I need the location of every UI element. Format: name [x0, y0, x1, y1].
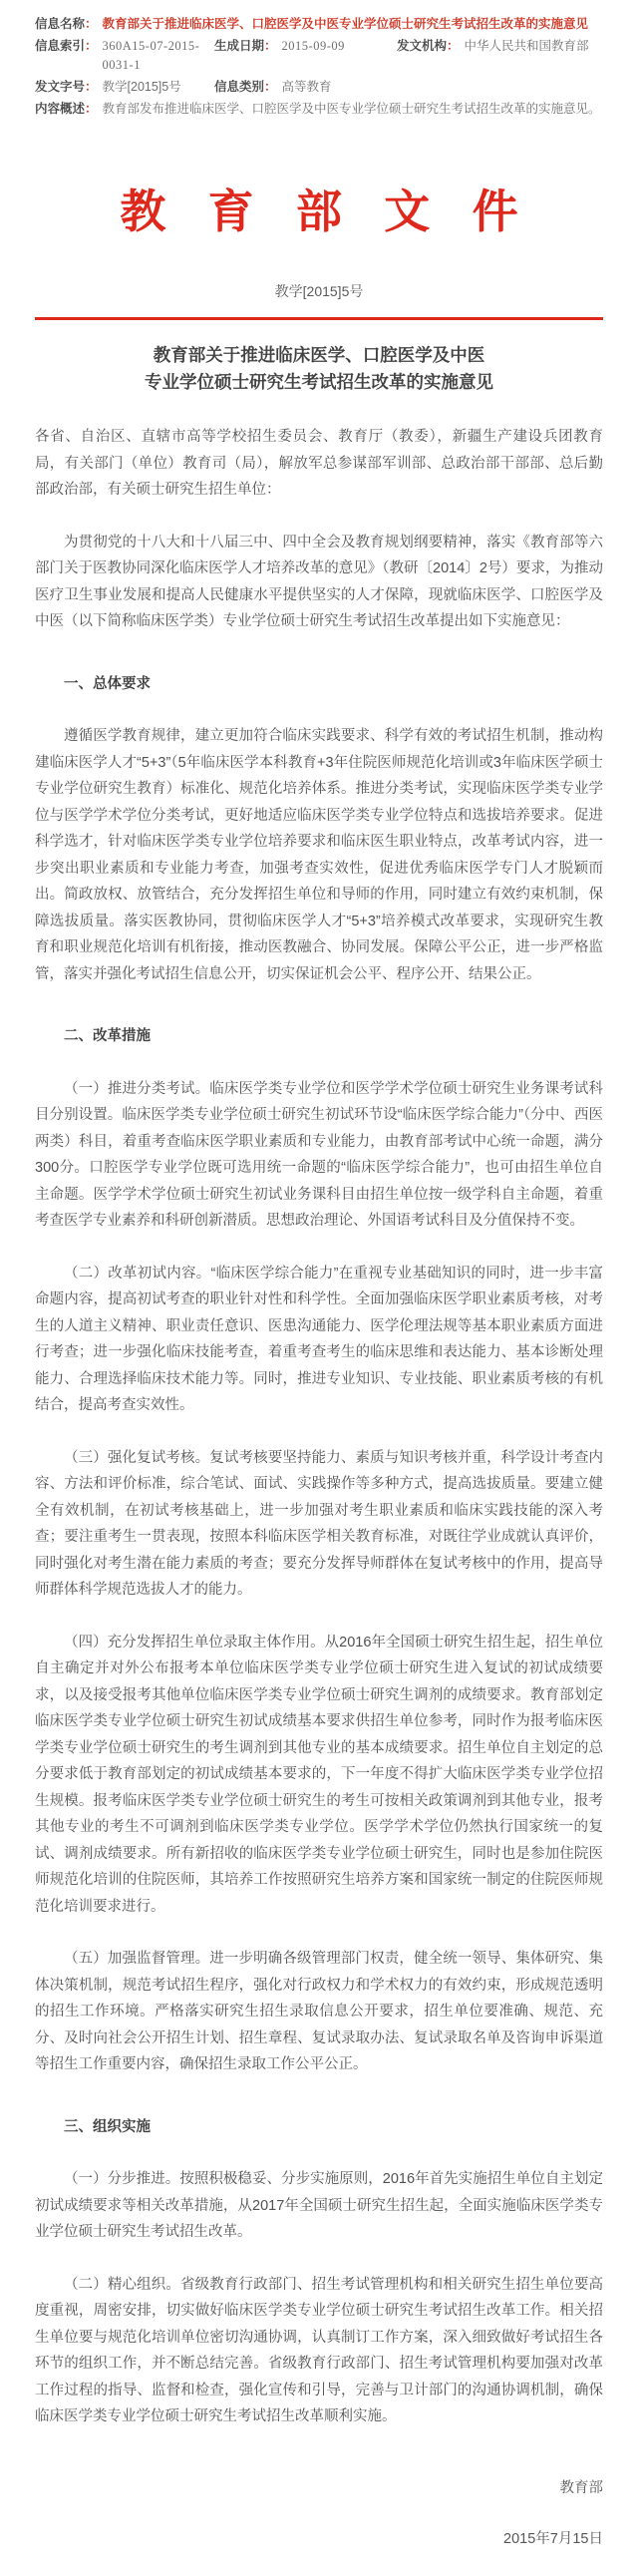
- section2-item2: （二）改革初试内容。“临床医学综合能力”在重视专业基础知识的同时，进一步丰富命题内容，提高初试考查的职业针对性和科学性。全面加强临床医学职业素质考核，对考生的人道主义精神、职业责任意识、医患沟通能力、医学伦理法规等基本职业素质方面进行考查；进一步强化临床技能考查，着重考查考生的临床思维和表达能力、基本诊断处理能力、合理选择临床技术能力等。同时，推进专业知识、专业技能、职业素质考核的有机结合，提高考查实效性。: [35, 1265, 603, 1413]
- info-index-label: 信息索引: [35, 39, 86, 53]
- info-name-colon: ：: [85, 17, 98, 31]
- doc-number-colon: ：: [85, 80, 98, 94]
- letterhead-title: 教育部文件: [120, 184, 560, 238]
- meta-field-info-name: [35, 15, 603, 34]
- generate-date-label: 生成日期: [214, 39, 265, 53]
- info-category-label: 信息类别: [214, 80, 265, 94]
- meta-row-index-date-org: [35, 37, 603, 75]
- meta-row-docno-category: [35, 78, 603, 97]
- document-title-line1: 教育部关于推进临床医学、口腔医学及中医: [153, 345, 485, 365]
- signoff-organization: 教育部: [559, 2479, 603, 2496]
- meta-field-issuing-org: [397, 37, 603, 56]
- summary-colon: ：: [85, 102, 98, 116]
- section2-item4: （四）充分发挥招生单位录取主体作用。从2016年全国硕士研究生招生起，招生单位自主确定并对外公布报考本单位临床医学类专业学位硕士研究生进入复试的初试成绩要求，以及接受报考其他单位临床医学类专业学位硕士研究生调剂的成绩要求。教育部划定临床医学类专业学位硕士研究生初试成绩基本要求供招生单位参考，同时作为报考临床医学类专业学位硕士研究生的考生调剂到其他专业的基本成绩要求。招生单位自主划定的总分要求低于教育部划定的初试成绩基本要求的，下一年度不得扩大临床医学类专业学位招生规模。报考临床医学类专业学位硕士研究生的考生可按相关政策调剂到其他专业，报考其他专业的考生不可调剂到临床医学类专业学位。医学学术学位仍然执行国家统一的复试、调剂成绩要求。所有新招收的临床医学类专业学位硕士研究生，同时也是参加住院医师规范化培训的住院医师，其培养工作按照研究生培养方案和国家统一制定的住院医师规范化培训要求进行。: [35, 1634, 603, 1915]
- section-heading-1: 一、总体要求: [64, 675, 151, 692]
- document-reference-number: 教学[2015]5号: [274, 283, 364, 299]
- info-name-value: 教育部关于推进临床医学、口腔医学及中医专业学位硕士研究生考试招生改革的实施意见: [102, 17, 589, 31]
- generate-date-colon: ：: [264, 39, 277, 53]
- doc-number-label: 发文字号: [35, 80, 86, 94]
- section2-item3: （三）强化复试考核。复试考核要坚持能力、素质与知识考核并重，科学设计考查内容、方法和评价标准，综合笔试、面试、实践操作等多种方式，提高选拔质量。要建立健全有效机制，在初试考核基础上，进一步加强对考生职业素质和临床实践技能的深入考查；要注重考生一贯表现，按照本科临床医学相关教育标准，对既往学业成就认真评价，同时强化对考生潜在能力素质的考查；要充分发挥导师群体在复试考核中的作用，提高导师群体科学规范选拔人才的能力。: [35, 1449, 603, 1598]
- meta-field-generate-date: [214, 37, 397, 56]
- document-title-line2: 专业学位硕士研究生考试招生改革的实施意见: [145, 372, 493, 392]
- issuing-org-value: 中华人民共和国教育部: [464, 39, 589, 53]
- intro-paragraph: 为贯彻党的十八大和十八届三中、四中全会及教育规划纲要精神，落实《教育部等六部门关于医教协同深化临床医学人才培养改革的意见》（教研〔2014〕2号）要求，为推动医疗卫生事业发展和提高人民健康水平提供坚实的人才保障，现就临床医学、口腔医学及中医（以下简称临床医学类）专业学位硕士研究生考试招生改革提出如下实施意见：: [35, 534, 603, 629]
- section3-item2: （二）精心组织。省级教育行政部门、招生考试管理机构和相关研究生招生单位要高度重视，周密安排，切实做好临床医学类专业学位硕士研究生考试招生改革工作。相关招生单位要与规范化培训单位密切沟通协调，认真制订工作方案，深入细致做好考试招生各环节的组织工作，并不断总结完善。省级教育行政部门、招生考试管理机构要加强对改革工作过程的指导、监督和检查，强化宣传和引导，完善与卫计部门的沟通协调机制，确保临床医学类专业学位硕士研究生考试招生改革顺利实施。: [35, 2276, 603, 2424]
- info-category-value: 高等教育: [281, 80, 332, 94]
- info-index-value: 360A15-07-2015-0031-1: [102, 39, 200, 72]
- section2-item1: （一）推进分类考试。临床医学类专业学位和医学学术学位硕士研究生业务课考试科目分别设置。临床医学类专业学位硕士研究生初试环节设“临床医学综合能力”（分中、西医两类）科目，着重考查临床医学职业素质和专业能力，由教育部考试中心统一命题，满分300分。口腔医学专业学位既可选用统一命题的“临床医学综合能力”，也可由招生单位自主命题。医学学术学位硕士研究生初试业务课科目由招生单位按一级学科自主命题，着重考查医学专业素养和科研创新潜质。思想政治理论、外国语考试科目及分值保持不变。: [35, 1080, 603, 1229]
- summary-value: 教育部发布推进临床医学、口腔医学及中医专业学位硕士研究生考试招生改革的实施意见。: [102, 102, 601, 116]
- info-category-colon: ：: [264, 80, 277, 94]
- info-index-colon: ：: [85, 39, 98, 53]
- letterhead-divider: [35, 317, 603, 320]
- section3-item1: （一）分步推进。按照积极稳妥、分步实施原则，2016年首先实施招生单位自主划定初试成绩要求等相关改革措施，从2017年全国硕士研究生招生起，全面实施临床医学类专业学位硕士研究生考试招生改革。: [35, 2171, 603, 2240]
- addressee-paragraph: 各省、自治区、直辖市高等学校招生委员会、教育厅（教委），新疆生产建设兵团教育局，有关部门（单位）教育司（局），解放军总参谋部军训部、总政治部干部部、总后勤部政治部，有关硕士研究生招生单位：: [35, 429, 603, 498]
- meta-field-info-index: [35, 37, 214, 75]
- document-body: [35, 424, 603, 2430]
- info-name-label: 信息名称: [35, 17, 86, 31]
- meta-field-doc-number: [35, 78, 214, 97]
- signoff-date: 2015年7月15日: [503, 2530, 603, 2547]
- summary-label: 内容概述: [35, 102, 86, 116]
- document-title: [35, 342, 603, 396]
- doc-number-value: 教学[2015]5号: [102, 80, 181, 94]
- document-metadata: [35, 10, 603, 128]
- meta-row-name: [35, 15, 603, 34]
- meta-row-summary: [35, 100, 603, 119]
- section-heading-3: 三、组织实施: [64, 2118, 151, 2135]
- generate-date-value: 2015-09-09: [281, 39, 345, 53]
- section2-item5: （五）加强监督管理。进一步明确各级管理部门权责，健全统一领导、集体研究、集体决策机制，规范考试招生程序，强化对行政权力和学术权力的有效约束，形成规范透明的招生工作环境。严格落实研究生招生录取信息公开要求，招生单位要准确、规范、充分、及时向社会公开招生计划、招生章程、复试录取办法、复试录取名单及咨询申诉渠道等招生工作重要内容，确保招生录取工作公平公正。: [35, 1951, 603, 2072]
- meta-field-summary: [35, 100, 603, 119]
- issuing-org-label: 发文机构: [397, 39, 448, 53]
- issuing-org-colon: ：: [447, 39, 460, 53]
- meta-field-info-category: [214, 78, 397, 97]
- section1-paragraph: 遵循医学教育规律，建立更加符合临床实践要求、科学有效的考试招生机制，推动构建临床医学人才“5+3”（5年临床医学本科教育+3年住院医师规范化培训或3年临床医学硕士专业学位研究生教育）标准化、规范化培养体系。推进分类考试，实现临床医学类专业学位与医学学术学位分类考试，更好地适应临床医学类专业学位特点和选拔培养要求。促进科学选才，针对临床医学类专业学位培养要求和临床医生职业特点，改革考试内容，进一步突出职业素质和专业能力考查，加强考查实效性，促进优秀临床医学专门人才脱颖而出。简政放权、放管结合，充分发挥招生单位和导师的作用，同时建立有效约束机制，保障选拔质量。落实医教协同，贯彻临床医学人才“5+3”培养模式改革要求，实现研究生教育和职业规范化培训有机衔接，推动医教融合、协同发展。保障公平公正，进一步严格监管，落实并强化考试招生信息公开，切实保证机会公平、程序公开、结果公正。: [35, 728, 603, 982]
- section-heading-2: 二、改革措施: [64, 1028, 151, 1044]
